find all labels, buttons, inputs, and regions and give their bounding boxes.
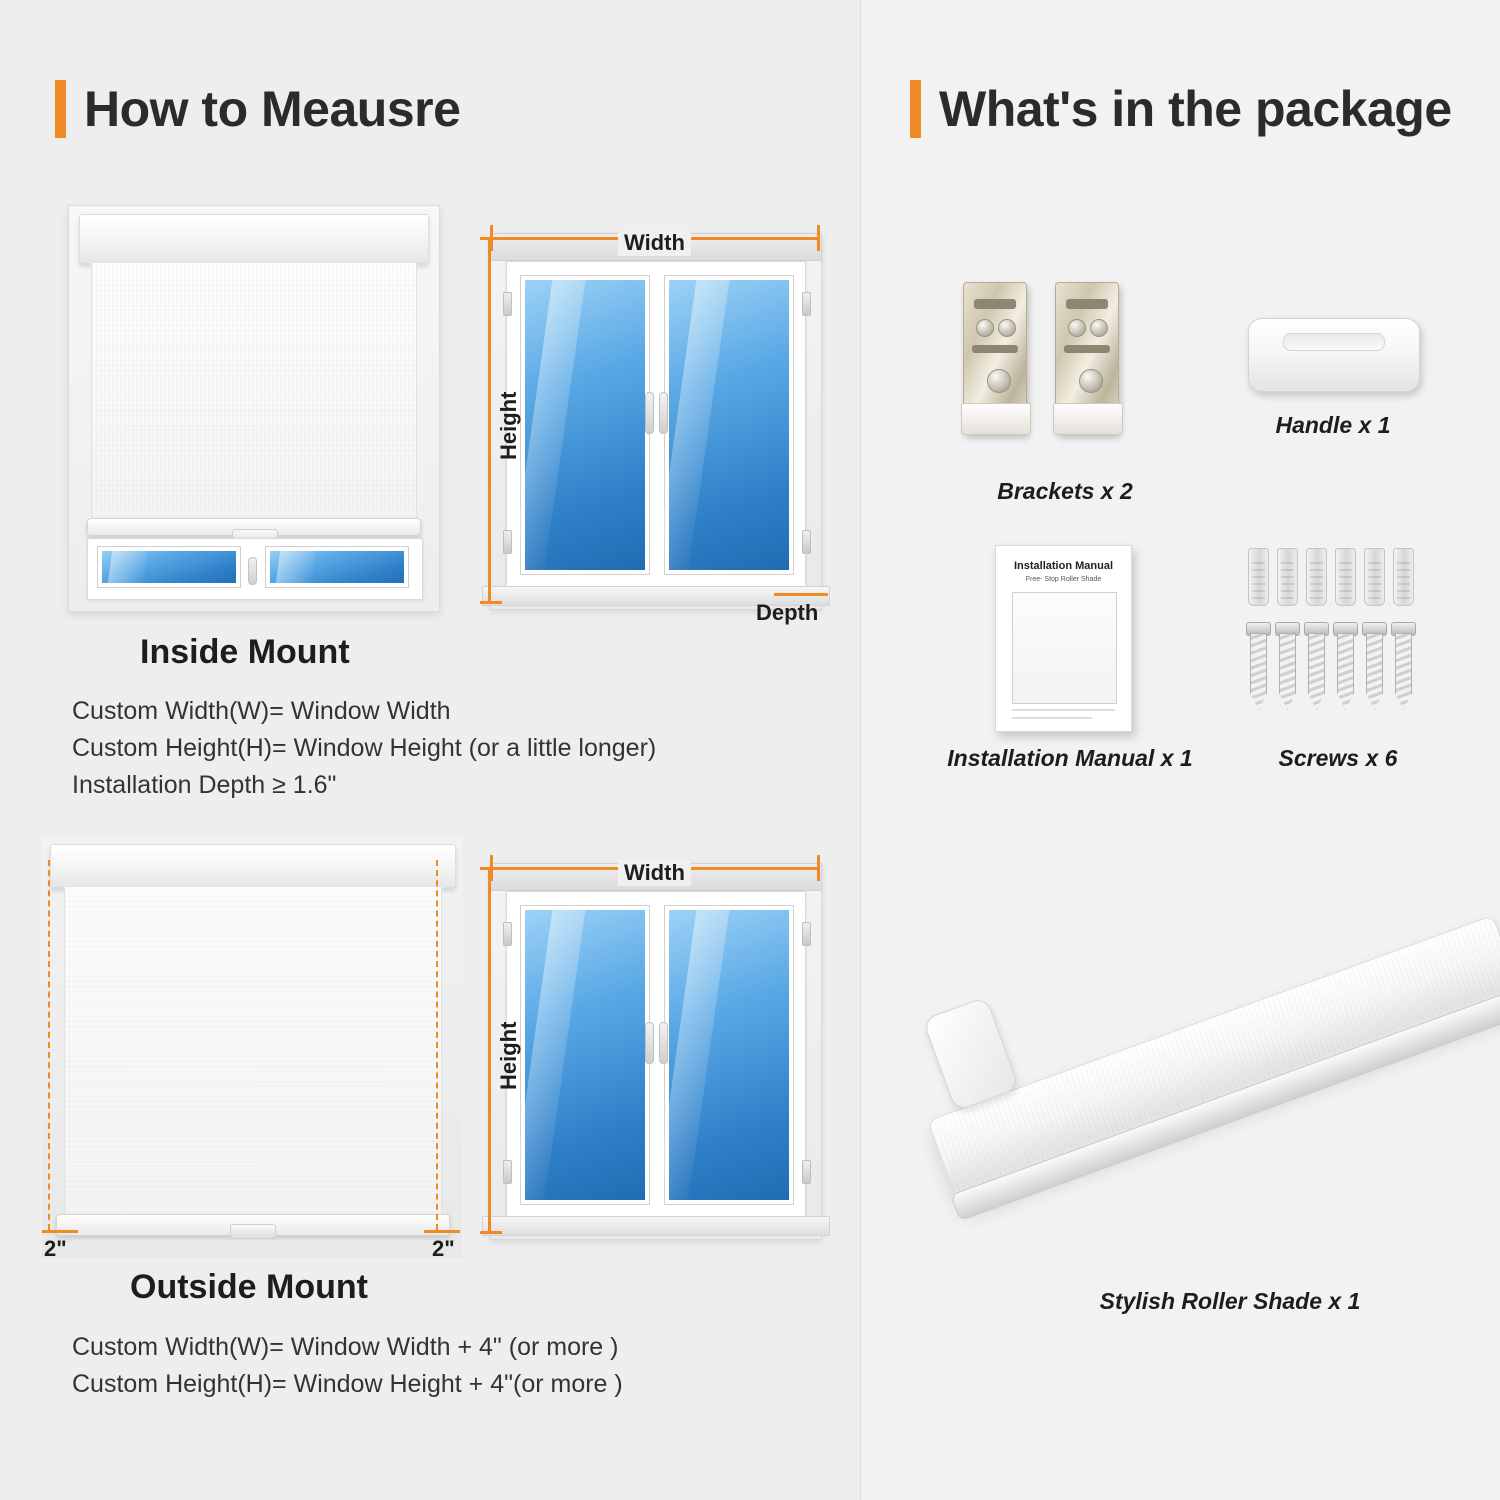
outside-extension-line-left: [42, 1230, 78, 1233]
wall-anchor-4: [1335, 548, 1356, 606]
how-to-measure-title: [55, 80, 460, 138]
screw-2: [1279, 622, 1294, 708]
bracket-slot: [1066, 299, 1108, 309]
depth-dimension-line: [774, 593, 828, 596]
hinge-bottom-right: [802, 530, 811, 554]
screw-4: [1337, 622, 1352, 708]
manual-diagram-box: [1012, 592, 1117, 704]
bracket-hole-top: [1068, 319, 1086, 337]
hinge-top-left: [503, 292, 512, 316]
wall-anchor-1: [1248, 548, 1269, 606]
bracket-hole-mid: [998, 319, 1016, 337]
wall-anchor-6: [1393, 548, 1414, 606]
screws-caption: Screws x 6: [1278, 745, 1398, 771]
outside-mount-illustration: [42, 838, 462, 1261]
accent-bar-right: [910, 80, 921, 138]
package-heading-text: What's in the package: [939, 81, 1452, 137]
screw-shaft: [1395, 633, 1412, 710]
inside-spec-1: Custom Width(W)= Window Width: [72, 697, 451, 725]
depth-label: Depth: [756, 600, 819, 625]
wall-anchor-5: [1364, 548, 1385, 606]
bracket-1: [963, 282, 1027, 434]
glass-right: [665, 276, 793, 574]
roller-shade-caption: Stylish Roller Shade x 1: [1099, 1288, 1361, 1314]
height-dimension-line: [488, 237, 491, 604]
inside-mount-illustration: [68, 205, 440, 612]
bracket-foot: [961, 403, 1031, 435]
outside-spec-1: Custom Width(W)= Window Width + 4" (or more ): [72, 1333, 619, 1361]
height-tick-bottom: [480, 601, 502, 604]
height-dimension-line-2: [488, 867, 491, 1234]
inside-window-handle: [248, 557, 257, 585]
screw-shaft: [1366, 633, 1383, 710]
package-title: [910, 80, 1452, 138]
handle-part: [1248, 318, 1420, 392]
brackets-group: [955, 282, 1165, 452]
window-handle-right-2: [659, 1022, 668, 1064]
hinge-bottom-right-2: [802, 1160, 811, 1184]
screw-shaft: [1279, 633, 1296, 710]
window-sash: [506, 261, 806, 588]
bracket-2: [1055, 282, 1119, 434]
inside-mount-caption: Inside Mount: [140, 633, 350, 671]
screw-3: [1308, 622, 1323, 708]
bracket-hole-top: [976, 319, 994, 337]
accent-bar: [55, 80, 66, 138]
screw-6: [1395, 622, 1410, 708]
outside-mount-caption: Outside Mount: [130, 1268, 368, 1306]
glass-left: [521, 276, 649, 574]
wall-anchor-3: [1306, 548, 1327, 606]
column-divider: [860, 0, 861, 1500]
brackets-caption: Brackets x 2: [997, 478, 1133, 504]
bracket-slot-2: [972, 345, 1018, 353]
height-tick-top-2: [480, 867, 502, 870]
height-label: Height: [496, 391, 521, 460]
hinge-top-left-2: [503, 922, 512, 946]
glass-right-2: [665, 906, 793, 1204]
screw-5: [1366, 622, 1381, 708]
glass-left-2: [521, 906, 649, 1204]
width-label: Width: [618, 230, 691, 256]
outside-extend-right-label: 2": [432, 1236, 455, 1261]
window-handle-left: [645, 392, 654, 434]
inside-dimension-diagram: [478, 215, 838, 625]
section-heading-text: How to Meausre: [84, 81, 461, 137]
bracket-foot: [1053, 403, 1123, 435]
inside-headrail: [79, 214, 429, 264]
width-label-2: Width: [618, 860, 691, 886]
screw-shaft: [1250, 633, 1267, 710]
hinge-bottom-left: [503, 530, 512, 554]
hinge-bottom-left-2: [503, 1160, 512, 1184]
manual-text-line-1: [1012, 709, 1115, 711]
bracket-slot: [974, 299, 1016, 309]
outside-dimension-diagram: [478, 845, 838, 1245]
bracket-slot-2: [1064, 345, 1110, 353]
outside-extend-left-label: 2": [44, 1236, 67, 1261]
width-tick-right-2: [817, 855, 820, 881]
screw-shaft: [1308, 633, 1325, 710]
screw-1: [1250, 622, 1265, 708]
width-tick-right: [817, 225, 820, 251]
outside-extension-line-right: [424, 1230, 460, 1233]
inside-spec-2: Custom Height(H)= Window Height (or a little longer): [72, 734, 657, 762]
height-tick-bottom-2: [480, 1231, 502, 1234]
window-handle-left-2: [645, 1022, 654, 1064]
outside-extension-guide-left: [48, 860, 50, 1230]
manual-title: Installation Manual: [1013, 560, 1113, 572]
height-label-2: Height: [496, 1021, 521, 1090]
shade-tube: [927, 915, 1500, 1209]
manual-caption: Installation Manual x 1: [947, 745, 1193, 771]
manual-text-line-2: [1012, 717, 1092, 719]
roller-shade-product: [955, 915, 1500, 1260]
bracket-hole-mid: [1090, 319, 1108, 337]
inside-spec-3: Installation Depth ≥ 1.6": [72, 771, 337, 799]
bracket-hole-low: [1079, 369, 1103, 393]
height-tick-top: [480, 237, 502, 240]
installation-manual: [995, 545, 1132, 732]
hinge-top-right: [802, 292, 811, 316]
handle-caption: Handle x 1: [1275, 412, 1391, 438]
window-handle-right: [659, 392, 668, 434]
inside-glass-left: [98, 547, 240, 587]
inside-window-sash: [87, 538, 423, 600]
outside-extension-guide-right: [436, 860, 438, 1230]
window-sash-2: [506, 891, 806, 1218]
inside-shade-fabric: [91, 262, 417, 522]
inside-glass-right: [266, 547, 408, 587]
outside-shade-fabric: [64, 886, 442, 1218]
screws-group: [1248, 548, 1428, 728]
outside-spec-2: Custom Height(H)= Window Height + 4"(or more ): [72, 1370, 623, 1398]
manual-subtitle: Free- Stop Roller Shade: [1025, 576, 1102, 583]
outside-headrail: [50, 844, 456, 888]
window-sill-2: [482, 1216, 830, 1236]
bracket-hole-low: [987, 369, 1011, 393]
hinge-top-right-2: [802, 922, 811, 946]
screw-shaft: [1337, 633, 1354, 710]
wall-anchor-2: [1277, 548, 1298, 606]
outside-pull-tab: [230, 1224, 276, 1239]
